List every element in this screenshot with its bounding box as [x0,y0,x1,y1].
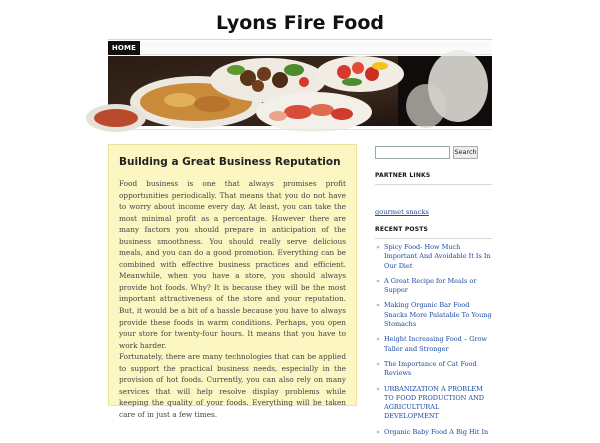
bullet-icon: » [376,301,380,310]
post-paragraph: Food business is one that always promises profit opportunities periodically. That means that you do not have to worry about income every day. At least, you can take the most minimal profit as a percentage. However there are many factors you should prepare in anticipation of the business smoothness. You should really serve delicious meals, and you can do a good promotion. Everything can be combined with effective business practices and efficient. Meanwhile, when you have a store, you should always provide hot foods. Why? It is because they will be the most important attractiveness of the store and your reputation. But, it would be a bit of a hassle because you have to always provide these foods in warm conditions. Perhaps, you open your store for twenty-four hours. It means that you have to work harder. [119,179,346,350]
list-item [375,243,492,271]
recent-post-link[interactable]: A Great Recipe for Meals or Supper [384,276,477,295]
title-divider [108,39,492,40]
bullet-icon: » [376,335,380,344]
recent-post-link[interactable]: The Importance of Cat Food Reviews [384,359,477,378]
search-button[interactable]: Search [453,146,478,159]
search-form [375,146,492,159]
post-paragraph: Fortunately, there are many technologies that can be applied to support the practical business needs, especially in the provision of hot foods. Currently, you can also rely on many services that will help resolve display problems while keeping the quality of your foods. Everything will be taken care of in just a few times. [119,352,346,419]
partner-links-heading: PARTNER LINKS [375,172,492,185]
nav-item-home[interactable]: HOME [108,41,140,55]
list-item [375,385,492,422]
list-item [375,360,492,379]
recent-posts-heading: RECENT POSTS [375,226,492,239]
bullet-icon: » [376,359,380,368]
recent-posts-list [375,243,492,437]
bullet-icon: » [376,243,380,251]
main-navigation [108,41,492,55]
sidebar [375,146,492,443]
list-item [375,428,492,437]
post-body [119,178,346,420]
list-item [375,277,492,296]
recent-post-link[interactable]: Height Increasing Food – Grow Taller and Stronger [384,335,487,353]
header-banner-image [108,56,492,126]
recent-post-link[interactable]: Organic Baby Food A Big Hit In [384,427,489,436]
bullet-icon: » [376,384,380,393]
post-article [108,144,357,419]
food-platter-illustration [108,56,492,126]
post-title[interactable]: Building a Great Business Reputation [119,156,341,168]
recent-post-link[interactable]: Making Organic Bar Food Snacks More Palatable To Young Stomachs [384,301,492,329]
bullet-icon: » [376,427,380,436]
bullet-icon: » [376,276,380,285]
recent-post-link[interactable]: Spicy Food- How Much Important And Avoidable It Is In Our Diet [384,243,491,270]
search-input[interactable] [375,146,450,159]
content-divider [108,129,492,130]
list-item [375,301,492,329]
site-title[interactable]: Lyons Fire Food [216,12,384,34]
partner-link-gourmet-snacks[interactable]: gourmet snacks [375,208,429,216]
recent-post-link[interactable]: URBANIZATION A PROBLEM TO FOOD PRODUCTION AND AGRICULTURAL DEVELOPMENT [384,384,485,421]
list-item [375,335,492,354]
